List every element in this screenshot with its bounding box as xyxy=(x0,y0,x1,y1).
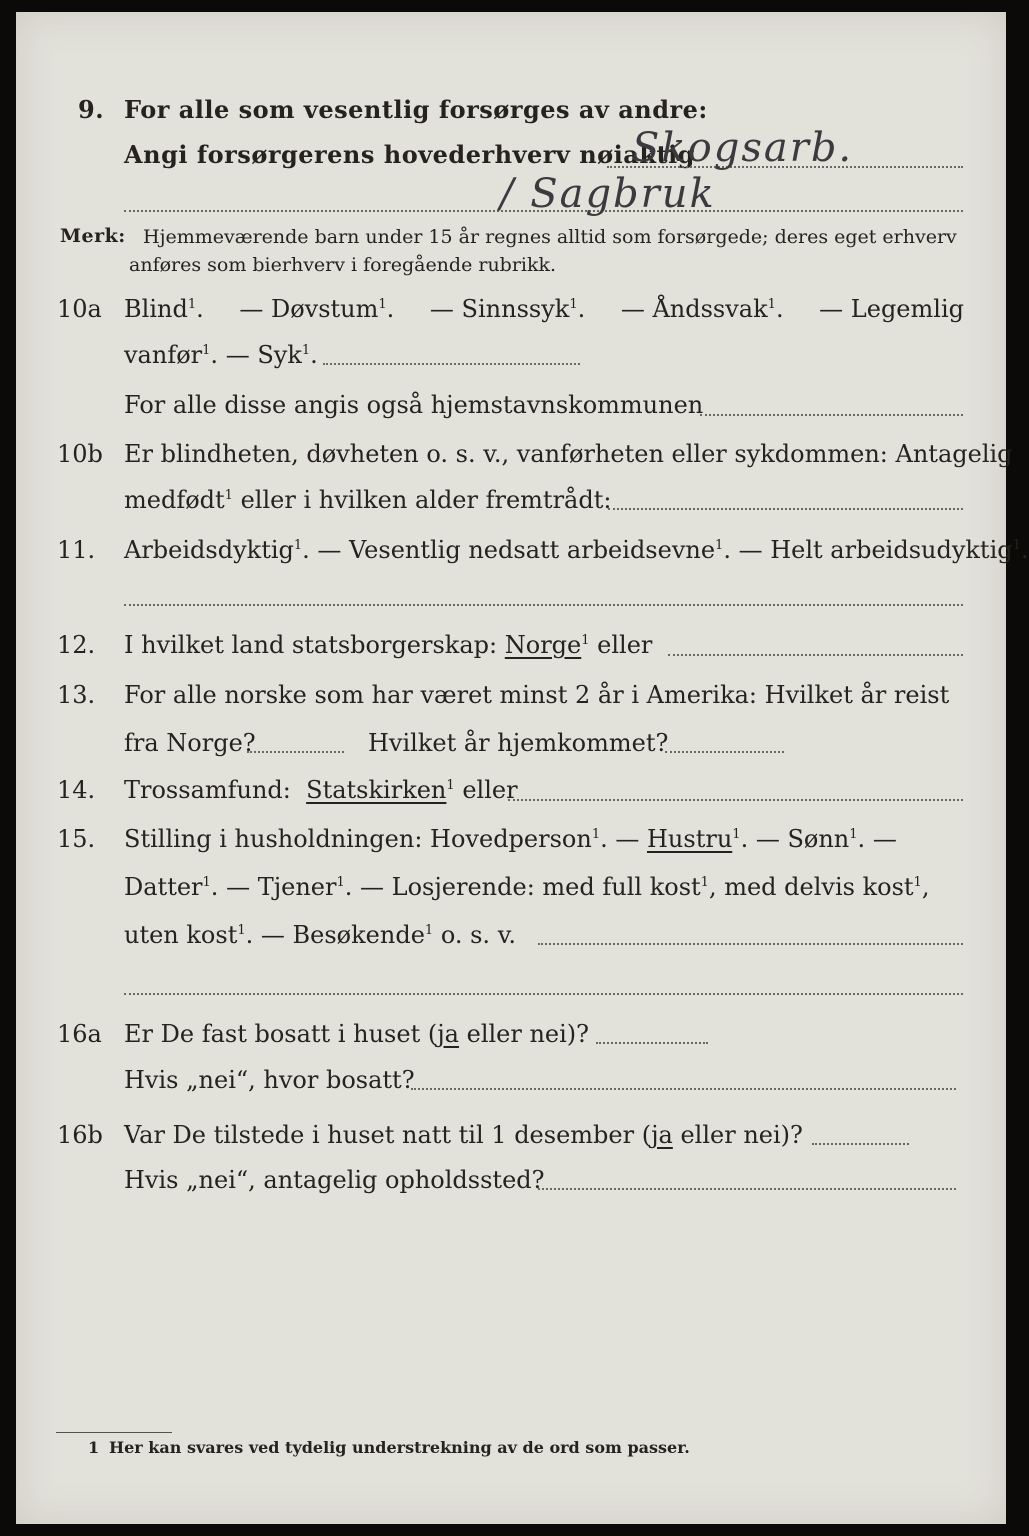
q11-number: 11. xyxy=(57,536,96,564)
q15-line3: uten kost$^1$. — Besøkende$^1$ o. s. v. xyxy=(124,921,517,949)
q9-handwritten-answer1: Skogsarb. xyxy=(632,125,854,171)
q10a-andssvak: — Åndssvak$^1$. xyxy=(620,295,784,323)
footnote-mark: 1 xyxy=(88,1438,100,1457)
q13-number: 13. xyxy=(57,681,96,709)
merk-label: Merk: xyxy=(60,225,126,247)
q16a-line2: Hvis „nei“, hvor bosatt? xyxy=(124,1066,415,1094)
q15-line1: Stilling i husholdningen: Hovedperson$^1$. — Hustru$^1$. — Sønn$^1$. — xyxy=(124,825,897,853)
q14-line: Trossamfund: Statskirken$^1$ eller xyxy=(124,776,518,804)
q11-answer-line xyxy=(124,604,963,606)
q16a-line1: Er De fast bosatt i huset (ja eller nei)? xyxy=(124,1020,590,1048)
q11-line1: Arbeidsdyktig$^1$. — Vesentlig nedsatt arbeidsevne$^1$. — Helt arbeidsudyktig$^1$. xyxy=(124,536,1029,564)
q16b-line2: Hvis „nei“, antagelig opholdssted? xyxy=(124,1166,545,1194)
q15-answer-line2 xyxy=(124,993,963,995)
q16b-line1: Var De tilstede i huset natt til 1 desember (ja eller nei)? xyxy=(124,1121,803,1149)
q9-number: 9. xyxy=(78,95,105,124)
q10b-number: 10b xyxy=(57,440,103,468)
q10a-number: 10a xyxy=(57,295,102,323)
q13-hjemkommet-line xyxy=(665,751,784,753)
q10b-line2: medfødt$^1$ eller i hvilken alder fremtrådt: xyxy=(124,486,612,514)
q10a-blind: Blind$^1$. xyxy=(124,295,204,323)
q10b-line1: Er blindheten, døvheten o. s. v., vanførheten eller sykdommen: Antagelig xyxy=(124,440,1013,468)
q14-answer-line xyxy=(508,799,963,801)
q10a-legemlig: — Legemlig xyxy=(819,295,964,323)
q9-line1: For alle som vesentlig forsørges av andre: xyxy=(124,95,708,124)
q13-reist-line xyxy=(247,751,344,753)
footnote-text: Her kan svares ved tydelig understrekning av de ord som passer. xyxy=(109,1438,690,1457)
q10b-answer-line xyxy=(608,508,963,510)
merk-line2: anføres som bierhverv i foregående rubrikk. xyxy=(129,254,557,276)
q14-statskirken-underlined: Statskirken xyxy=(306,776,447,804)
q15-answer-line1 xyxy=(538,943,963,945)
q13-line1: For alle norske som har været minst 2 år i Amerika: Hvilket år reist xyxy=(124,681,950,709)
q16a-bosatt-line xyxy=(411,1088,956,1090)
q10a-hjemstavn-line xyxy=(700,414,963,416)
q10a-sinnssyk: — Sinnssyk$^1$. xyxy=(429,295,586,323)
q16b-opholdssted-line xyxy=(538,1188,956,1190)
q10a-syk-line xyxy=(323,363,580,365)
q12-answer-line xyxy=(668,654,963,656)
q16a-number: 16a xyxy=(57,1020,102,1048)
q12-line: I hvilket land statsborgerskap: Norge$^1$ eller xyxy=(124,631,653,659)
q10a-dovstum: — Døvstum$^1$. xyxy=(239,295,395,323)
q10a-line1 xyxy=(124,294,964,324)
q10a-line2: vanfør$^1$. — Syk$^1$. xyxy=(124,341,318,369)
q9-line2: Angi forsørgerens hovederhverv nøiaktig xyxy=(124,140,695,169)
q16b-answer-line xyxy=(812,1143,909,1145)
q13-line2b: Hvilket år hjemkommet? xyxy=(368,729,669,757)
q13-line2a: fra Norge? xyxy=(124,729,256,757)
q10a-line3: For alle disse angis også hjemstavnskommunen xyxy=(124,391,704,419)
q12-number: 12. xyxy=(57,631,96,659)
q14-number: 14. xyxy=(57,776,96,804)
q16a-answer-line xyxy=(596,1042,708,1044)
footnote-rule xyxy=(56,1432,172,1433)
merk-line1: Hjemmeværende barn under 15 år regnes alltid som forsørgede; deres eget erhverv xyxy=(143,226,957,248)
q16b-ja-underlined: ja xyxy=(651,1121,673,1149)
q16a-ja-underlined: ja xyxy=(437,1020,459,1048)
q12-norge-underlined: Norge xyxy=(504,631,582,659)
q16b-number: 16b xyxy=(57,1121,103,1149)
q15-number: 15. xyxy=(57,825,96,853)
q15-hustru-underlined: Hustru xyxy=(647,825,733,853)
q9-handwritten-answer2: / Sagbruk xyxy=(500,171,716,217)
q15-line2: Datter$^1$. — Tjener$^1$. — Losjerende: med full kost$^1$, med delvis kost$^1$, xyxy=(124,873,930,901)
